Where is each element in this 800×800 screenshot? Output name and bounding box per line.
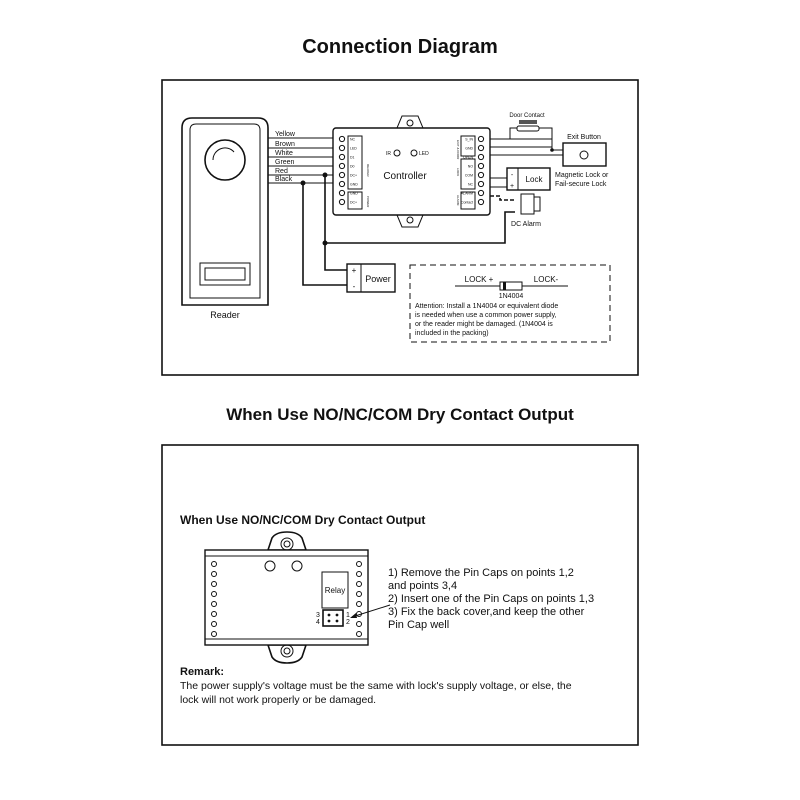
terminal-label: ALARM	[460, 191, 473, 196]
diode-note	[410, 265, 610, 342]
pin-3: 3	[316, 612, 320, 619]
power-label: Power	[365, 274, 391, 284]
terminal-label: D1	[350, 155, 355, 160]
controller-label: Controller	[383, 171, 427, 182]
alarm-icon	[521, 194, 540, 214]
reader-device	[182, 118, 268, 320]
lock-minus-label: LOCK-	[533, 275, 559, 284]
door-contact-label: Door Contact	[509, 113, 545, 119]
dc-alarm-label: DC Alarm	[511, 221, 541, 228]
exit-button	[563, 143, 606, 166]
terminal-label: COM	[464, 173, 473, 178]
terminal-label: OPEN	[463, 155, 473, 160]
diode-part: 1N4004	[498, 293, 524, 300]
lock-label: Lock	[525, 175, 543, 184]
terminal-label: S_IN	[465, 137, 473, 142]
terminal-label: GND	[465, 146, 473, 151]
wire-white: White	[275, 150, 293, 157]
step-line-4: 3) Fix the back cover,and keep the other	[388, 606, 585, 618]
group-power: POWER	[366, 196, 370, 208]
terminal-label: NC	[467, 182, 473, 187]
wire-green: Green	[275, 159, 295, 166]
lock-desc-1: Magnetic Lock or	[555, 172, 609, 179]
terminal-label: GND	[350, 182, 358, 187]
page-title: Connection Diagram	[302, 36, 498, 58]
wire-black: Black	[275, 176, 293, 183]
group-exit: EXIT & DOOR	[456, 140, 460, 160]
lock-desc-2: Fail-secure Lock	[555, 181, 607, 188]
step-line-1: 1) Remove the Pin Caps on points 1,2	[388, 567, 574, 579]
terminal-label: DC+	[350, 173, 358, 178]
terminal-label: Contact	[460, 200, 473, 205]
section2-title: When Use NO/NC/COM Dry Contact Output	[226, 405, 574, 424]
pin-4: 4	[316, 619, 320, 626]
attention-line-1: Attention: Install a 1N4004 or equivalent diode	[415, 303, 559, 310]
controller-board	[333, 116, 490, 227]
wire-yellow: Yellow	[275, 131, 295, 138]
lock-plus-label: LOCK +	[464, 275, 494, 284]
terminal-label: D0	[350, 164, 355, 169]
power-minus: -	[352, 282, 356, 291]
terminal-label: NO	[467, 164, 473, 169]
door-contact-icon	[510, 120, 552, 139]
wire-brown: Brown	[275, 141, 295, 148]
lock-plus: +	[509, 183, 515, 190]
lock-minus: -	[510, 172, 514, 179]
remark-title: Remark:	[180, 666, 225, 678]
attention-line-3: or the reader might be damaged. (1N4004 is	[415, 321, 553, 328]
terminal-label: NC	[350, 137, 356, 142]
group-reader: READER	[366, 164, 370, 177]
power-plus: +	[351, 266, 357, 275]
terminal-label: LED	[350, 146, 357, 151]
remark-line-1: The power supply's voltage must be the same with lock's supply voltage, or else, the	[180, 680, 572, 692]
step-line-3: 2) Insert one of the Pin Caps on points 1,3	[388, 593, 595, 605]
relay-board	[205, 532, 390, 663]
pin-2: 2	[346, 619, 350, 626]
wire-red: Red	[275, 168, 288, 175]
terminal-label: DC+	[350, 200, 358, 205]
step-line-5: Pin Cap well	[388, 619, 450, 631]
remark-line-2: lock will not work properly or be damaged.	[180, 694, 377, 706]
terminal-label: GND	[350, 191, 358, 196]
section2-subtitle: When Use NO/NC/COM Dry Contact Output	[180, 513, 426, 527]
output-wiring	[490, 113, 609, 228]
led-label: LED	[419, 151, 429, 157]
group-alarm: ALARM	[456, 195, 460, 206]
group-lock: LOCK	[456, 168, 460, 177]
reader-label: Reader	[210, 310, 240, 320]
attention-line-4: included in the packing)	[415, 330, 489, 337]
step-line-2: and points 3,4	[388, 580, 458, 592]
relay-label: Relay	[324, 586, 346, 595]
pin-1: 1	[346, 612, 350, 619]
reader-sensor-icon	[205, 140, 245, 180]
attention-line-2: is needed when use a common power supply,	[415, 312, 557, 319]
power-supply	[347, 264, 395, 292]
exit-button-label: Exit Button	[567, 134, 601, 141]
ir-label: IR	[386, 151, 391, 157]
